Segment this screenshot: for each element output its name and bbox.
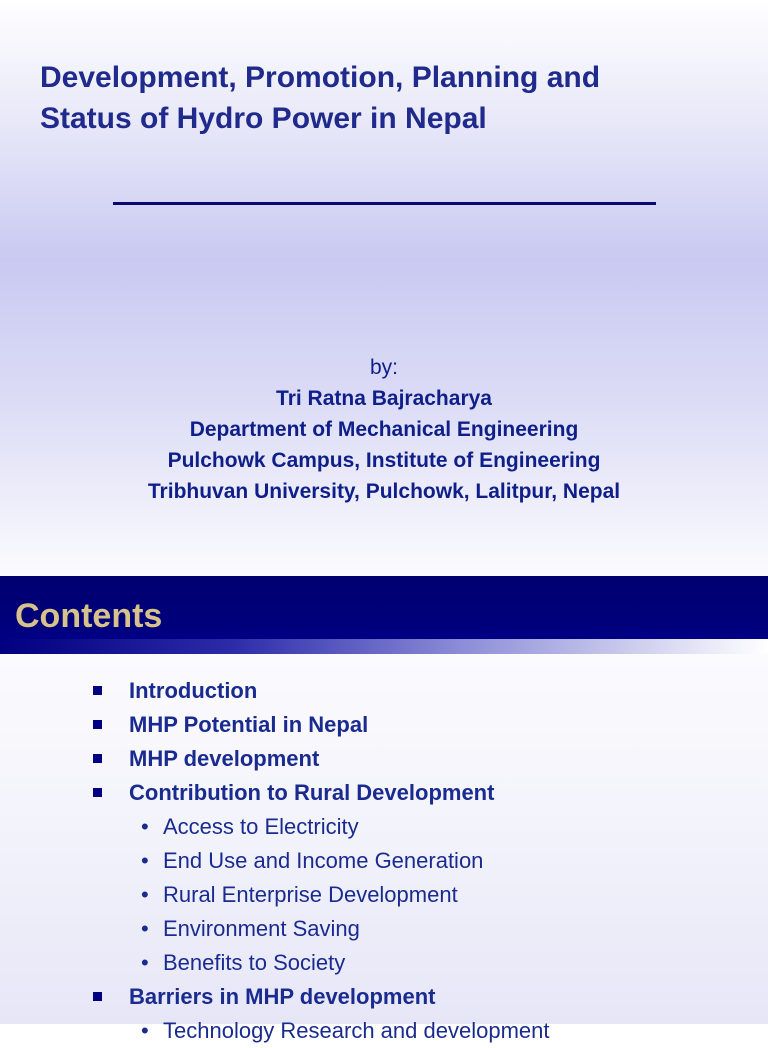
- contents-list: [0, 674, 768, 1048]
- campus-name: Pulchowk Campus, Institute of Engineering: [167, 449, 601, 472]
- slide-title: [40, 57, 740, 139]
- list-item-text: Contribution to Rural Development: [129, 780, 495, 805]
- slide-title-line-2: Status of Hydro Power in Nepal: [40, 102, 487, 135]
- list-item: [0, 674, 768, 708]
- list-item: [0, 878, 768, 912]
- university-name: Tribhuvan University, Pulchowk, Lalitpur, Nepal: [147, 480, 621, 503]
- list-item-text: Access to Electricity: [163, 814, 359, 839]
- round-bullet-icon: •: [141, 950, 149, 975]
- list-item-text: Technology Research and development: [163, 1018, 550, 1043]
- list-item: [0, 946, 768, 980]
- list-item: [0, 980, 768, 1014]
- list-item: [0, 912, 768, 946]
- contents-slide: [0, 576, 768, 1043]
- list-item-text: MHP Potential in Nepal: [129, 712, 369, 737]
- list-item-text: MHP development: [129, 746, 320, 771]
- contents-banner: [0, 576, 768, 654]
- author-name: Tri Ratna Bajracharya: [276, 387, 492, 410]
- round-bullet-icon: •: [141, 916, 149, 941]
- list-item: [0, 742, 768, 776]
- list-item: [0, 844, 768, 878]
- list-item: [0, 708, 768, 742]
- author-block: [0, 352, 768, 507]
- list-item: [0, 776, 768, 810]
- list-item-text: Rural Enterprise Development: [163, 882, 458, 907]
- list-item-text: Introduction: [129, 678, 258, 703]
- square-bullet-icon: [93, 992, 102, 1001]
- list-item-text: Barriers in MHP development: [129, 984, 436, 1009]
- round-bullet-icon: •: [141, 848, 149, 873]
- banner-gradient-strip: [0, 639, 768, 654]
- by-label: by:: [369, 356, 398, 379]
- title-underline-divider: [113, 202, 656, 205]
- list-item: [0, 810, 768, 844]
- square-bullet-icon: [93, 788, 102, 797]
- square-bullet-icon: [93, 686, 102, 695]
- round-bullet-icon: •: [141, 1018, 149, 1043]
- contents-heading: Contents: [15, 597, 163, 635]
- square-bullet-icon: [93, 720, 102, 729]
- list-item: [0, 1014, 768, 1048]
- slide-title-line-1: Development, Promotion, Planning and: [40, 61, 601, 94]
- round-bullet-icon: •: [141, 882, 149, 907]
- list-item-text: Benefits to Society: [163, 950, 346, 975]
- square-bullet-icon: [93, 754, 102, 763]
- round-bullet-icon: •: [141, 814, 149, 839]
- list-item-text: End Use and Income Generation: [163, 848, 484, 873]
- department-name: Department of Mechanical Engineering: [189, 418, 579, 441]
- list-item-text: Environment Saving: [163, 916, 360, 941]
